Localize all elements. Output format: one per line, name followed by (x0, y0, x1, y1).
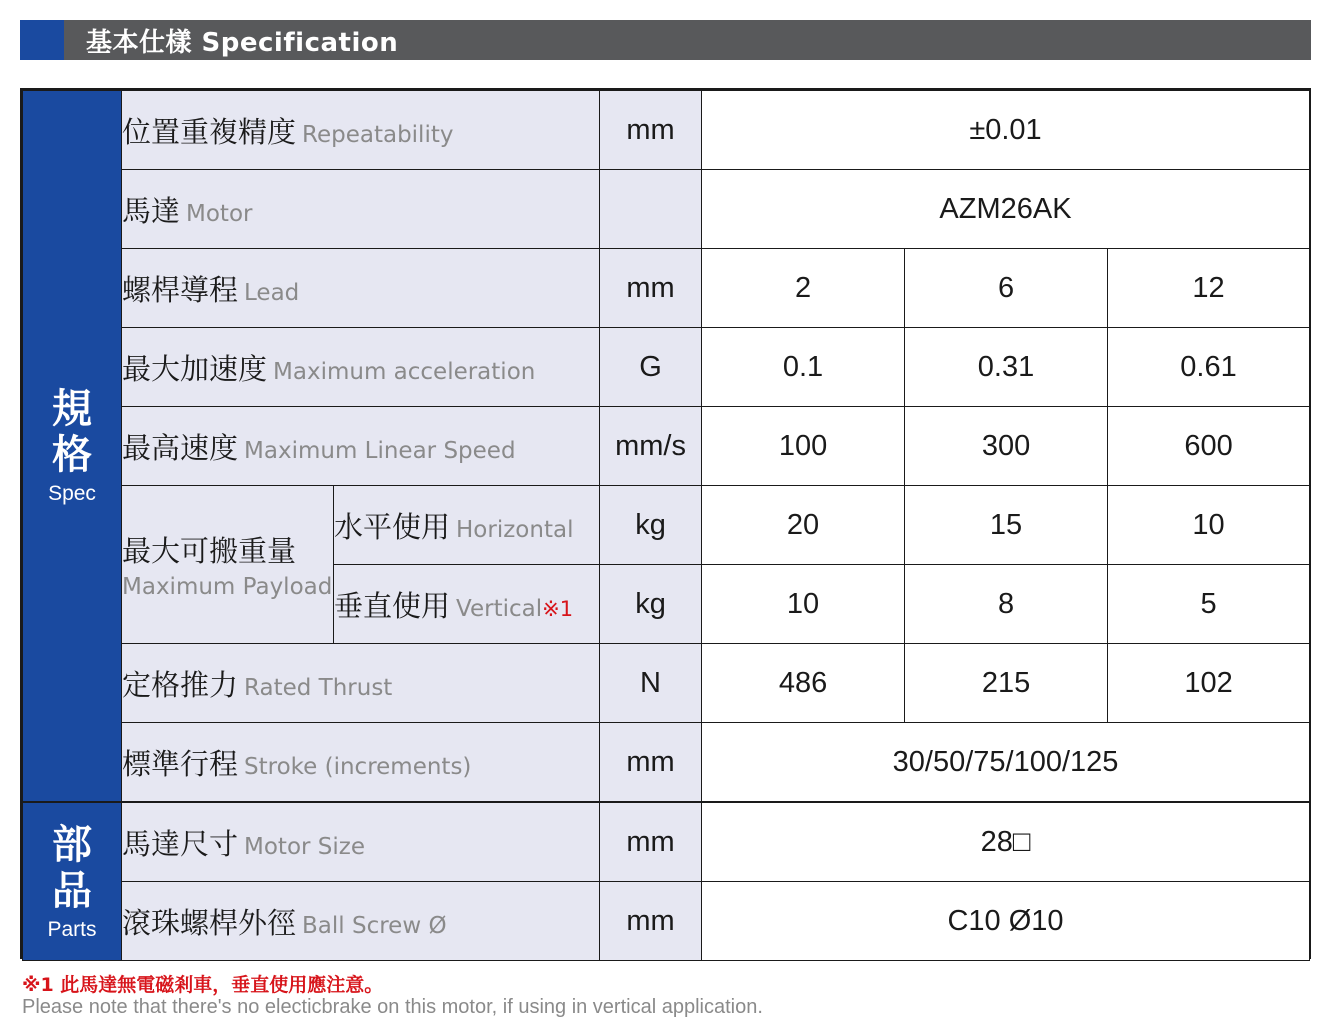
section-header (20, 20, 1311, 60)
value-cell: 102 (1108, 644, 1310, 723)
value-cell: 215 (905, 644, 1108, 723)
label-zh: 滾珠螺桿外徑 (122, 905, 297, 940)
row-payload-horizontal (23, 486, 1310, 565)
value-cell: 486 (702, 644, 905, 723)
value-cell: 300 (905, 407, 1108, 486)
label-en: Motor (186, 200, 253, 227)
value-cell: 100 (702, 407, 905, 486)
row-rated-thrust (23, 644, 1310, 723)
label-en: Vertical (456, 595, 543, 622)
value-cell: 10 (1108, 486, 1310, 565)
row-motor-size (23, 802, 1310, 882)
group-spec (23, 91, 122, 803)
unit-cell: mm (600, 723, 702, 803)
row-max-acceleration (23, 328, 1310, 407)
unit-cell: mm (600, 882, 702, 961)
label-zh: 馬達尺寸 (122, 826, 239, 861)
value-cell: 0.31 (905, 328, 1108, 407)
label-en: Horizontal (456, 516, 574, 543)
label-en: Motor Size (244, 833, 366, 860)
label-stroke (122, 723, 600, 803)
label-zh: 水平使用 (334, 509, 451, 544)
value-cell: 2 (702, 249, 905, 328)
footnote-zh: ※1 此馬達無電磁剎車，垂直使用應注意。 (22, 974, 384, 996)
label-zh: 最高速度 (122, 430, 239, 465)
unit-cell: mm (600, 91, 702, 170)
unit-cell: kg (600, 486, 702, 565)
unit-cell: mm (600, 249, 702, 328)
value-cell: 0.61 (1108, 328, 1310, 407)
label-motor (122, 170, 600, 249)
footnote-mark: ※1 (542, 596, 574, 621)
label-en: Stroke (increments) (244, 753, 472, 780)
spec-table (22, 90, 1310, 961)
label-rated-thrust (122, 644, 600, 723)
spec-table-container (20, 88, 1311, 959)
value-cell: 15 (905, 486, 1108, 565)
value-cell: 28□ (702, 802, 1310, 882)
label-max-payload (122, 486, 334, 644)
header-accent-block (20, 20, 64, 60)
group-parts-zh-2: 品 (52, 867, 92, 914)
label-max-speed (122, 407, 600, 486)
label-zh: 最大加速度 (122, 351, 268, 386)
value-cell: 0.1 (702, 328, 905, 407)
label-max-acceleration (122, 328, 600, 407)
unit-cell: kg (600, 565, 702, 644)
value-cell: AZM26AK (702, 170, 1310, 249)
row-lead (23, 249, 1310, 328)
value-cell: 30/50/75/100/125 (702, 723, 1310, 803)
value-cell: 600 (1108, 407, 1310, 486)
row-repeatability (23, 91, 1310, 170)
sublabel-vertical (334, 565, 600, 644)
label-en: Maximum Payload (122, 574, 333, 600)
group-parts-zh-1: 部 (52, 821, 92, 868)
group-parts-en: Parts (47, 917, 97, 941)
label-en: Maximum acceleration (273, 358, 536, 385)
unit-cell: N (600, 644, 702, 723)
label-zh: 定格推力 (122, 667, 239, 702)
label-zh: 標準行程 (122, 746, 239, 781)
unit-cell: mm (600, 802, 702, 882)
value-cell: 12 (1108, 249, 1310, 328)
label-zh: 螺桿導程 (122, 272, 239, 307)
row-ball-screw (23, 882, 1310, 961)
value-cell: ±0.01 (702, 91, 1310, 170)
label-motor-size (122, 802, 600, 882)
label-en: Maximum Linear Speed (244, 437, 516, 464)
value-cell: 5 (1108, 565, 1310, 644)
section-title: 基本仕樣 Specification (86, 27, 399, 58)
value-cell: 8 (905, 565, 1108, 644)
label-zh: 最大可搬重量 (122, 534, 297, 568)
row-max-speed (23, 407, 1310, 486)
label-en: Rated Thrust (244, 674, 393, 701)
value-cell: 20 (702, 486, 905, 565)
group-spec-en: Spec (48, 482, 96, 505)
label-repeatability (122, 91, 600, 170)
row-stroke (23, 723, 1310, 803)
value-cell: C10 Ø10 (702, 882, 1310, 961)
footnote-en: Please note that there's no electicbrake on this motor, if using in vertical application. (22, 996, 763, 1018)
unit-cell (600, 170, 702, 249)
value-cell: 6 (905, 249, 1108, 328)
label-zh: 位置重複精度 (122, 114, 297, 149)
label-zh: 馬達 (122, 193, 181, 228)
label-en: Repeatability (302, 121, 454, 148)
label-zh: 垂直使用 (334, 588, 451, 623)
group-spec-zh-1: 規 (52, 386, 92, 432)
label-en: Ball Screw Ø (302, 912, 447, 939)
group-spec-zh-2: 格 (52, 432, 92, 478)
row-motor (23, 170, 1310, 249)
label-en: Lead (244, 279, 300, 306)
value-cell: 10 (702, 565, 905, 644)
sublabel-horizontal (334, 486, 600, 565)
unit-cell: mm/s (600, 407, 702, 486)
label-ball-screw (122, 882, 600, 961)
group-parts (23, 802, 122, 961)
label-lead (122, 249, 600, 328)
unit-cell: G (600, 328, 702, 407)
